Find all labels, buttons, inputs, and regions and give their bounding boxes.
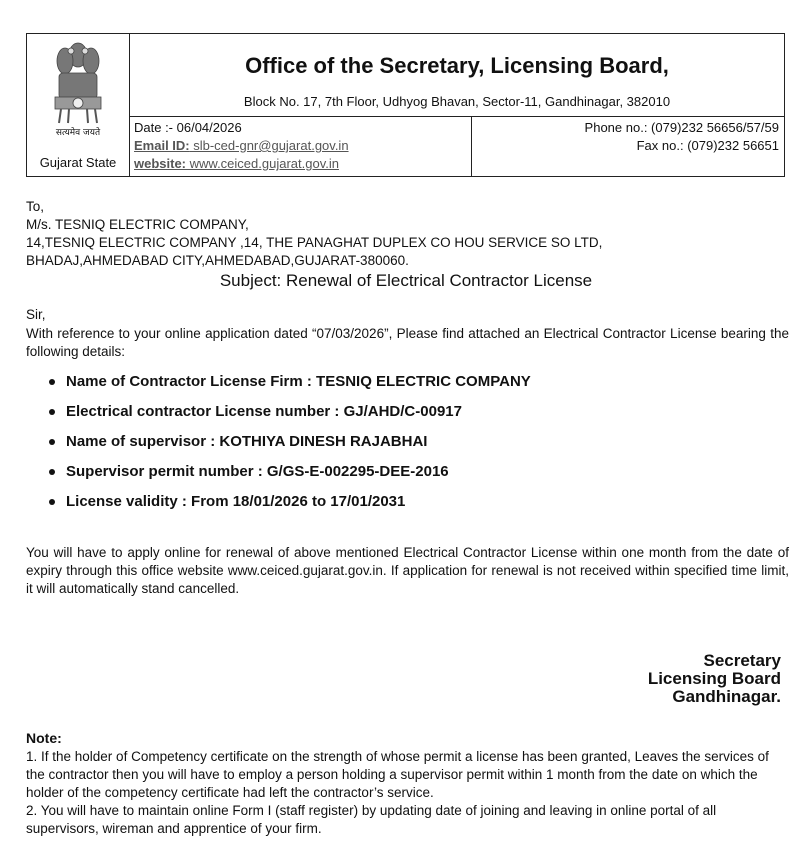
- recipient-address-1: 14,TESNIQ ELECTRIC COMPANY ,14, THE PANAGHAT DUPLEX CO HOU SERVICE SO LTD,: [26, 235, 603, 250]
- recipient-address-2: BHADAJ,AHMEDABAD CITY,AHMEDABAD,GUJARAT-380060.: [26, 253, 409, 268]
- signature-place: Gandhinagar.: [672, 687, 781, 706]
- license-details-list: [26, 367, 531, 517]
- intro-paragraph: With reference to your online application dated “07/03/2026”, Please find attached an Electrical Contractor License bearing the following details:: [26, 326, 789, 359]
- letter-date: Date :- 06/04/2026: [134, 120, 242, 135]
- header-column-divider: [471, 116, 472, 176]
- signature-block: [648, 652, 781, 706]
- state-emblem-icon: [49, 39, 107, 125]
- state-label: Gujarat State: [39, 155, 117, 170]
- letterhead: [26, 33, 785, 177]
- detail-supervisor-permit: Supervisor permit number : G/GS-E-002295-DEE-2016: [66, 457, 531, 487]
- note-heading: Note:: [26, 730, 62, 746]
- signature-board: Licensing Board: [647, 669, 781, 688]
- note-item-2: 2. You will have to maintain online Form I (staff register) by updating date of joining and leaving in online portal of all supervisors, wireman and apprentice of your firm.: [26, 803, 717, 836]
- renewal-paragraph: You will have to apply online for renewal of above mentioned Electrical Contractor License within one month from the date of expiry through this office website www.ceiced.gujarat.gov.in. If application for renewal is not received within specified time limit, it will automatically stand cancelled.: [26, 545, 789, 596]
- office-address: Block No. 17, 7th Floor, Udhyog Bhavan, Sector-11, Gandhinagar, 382010: [243, 94, 671, 109]
- recipient-name: M/s. TESNIQ ELECTRIC COMPANY,: [26, 217, 249, 232]
- website-value: www.ceiced.gujarat.gov.in: [186, 156, 339, 171]
- website-link[interactable]: [134, 156, 339, 171]
- detail-firm-name: Name of Contractor License Firm : TESNIQ ELECTRIC COMPANY: [66, 367, 531, 397]
- detail-supervisor-name: Name of supervisor : KOTHIYA DINESH RAJABHAI: [66, 427, 531, 457]
- email-link[interactable]: [134, 138, 349, 153]
- email-value: slb-ced-gnr@gujarat.gov.in: [189, 138, 349, 153]
- office-title: Office of the Secretary, Licensing Board,: [245, 53, 669, 78]
- fax-number: Fax no.: (079)232 56651: [636, 138, 779, 153]
- website-label: website:: [134, 156, 187, 171]
- signature-title: Secretary: [703, 651, 781, 670]
- salutation: Sir,: [26, 307, 46, 322]
- to-line: To,: [26, 199, 45, 214]
- emblem-cell: [27, 34, 130, 176]
- emblem-motto: सत्यमेव जयते: [55, 128, 101, 138]
- note-item-1: 1. If the holder of Competency certificate on the strength of whose permit a license has been granted, Leaves the services of the contractor then you will have to employ a person holding a supervisor permit within 1 month from the date on which the holder of the competency certificate had left the contractor’s service.: [26, 749, 769, 800]
- phone-number: Phone no.: (079)232 56656/57/59: [584, 120, 779, 135]
- email-label: Email ID:: [134, 138, 190, 153]
- detail-license-validity: License validity : From 18/01/2026 to 17/01/2031: [66, 487, 531, 517]
- detail-license-number: Electrical contractor License number : GJ/AHD/C-00917: [66, 397, 531, 427]
- header-divider: [129, 116, 785, 117]
- subject-line: Subject: Renewal of Electrical Contractor License: [219, 271, 593, 290]
